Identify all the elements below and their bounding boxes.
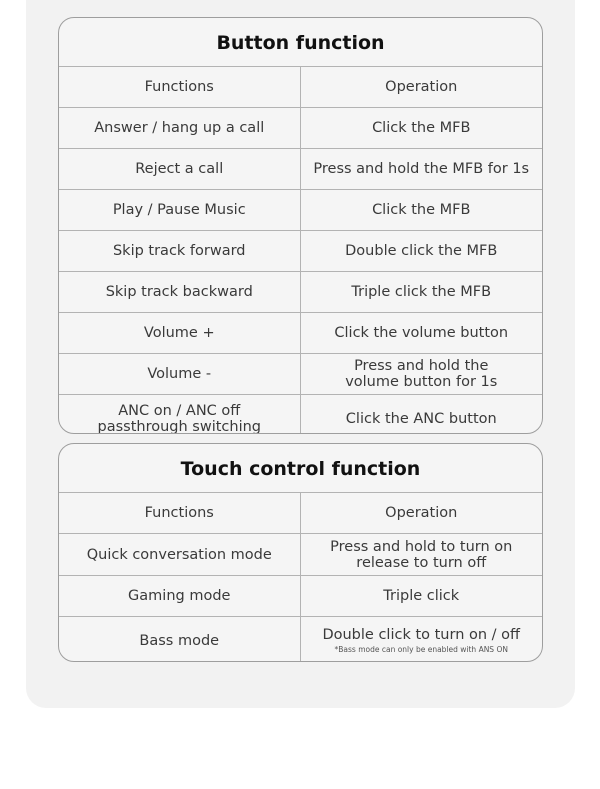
table-row (59, 272, 542, 313)
table-header-row (59, 67, 542, 108)
function-cell: Bass mode (59, 617, 301, 662)
table-row (59, 534, 542, 576)
function-cell: Volume + (59, 313, 301, 353)
bass-mode-note: *Bass mode can only be enabled with ANS ON (334, 645, 508, 654)
table-header-row (59, 493, 542, 534)
operation-cell: Click the ANC button (345, 411, 497, 427)
operation-cell: Triple click (383, 588, 460, 604)
function-cell: Skip track backward (59, 272, 301, 312)
operation-cell: Press and hold the MFB for 1s (313, 161, 530, 177)
table-row (59, 231, 542, 272)
table-row (59, 149, 542, 190)
table-row (59, 395, 542, 434)
table-row (59, 190, 542, 231)
operation-cell: Triple click the MFB (351, 284, 492, 300)
function-cell: Reject a call (59, 149, 301, 189)
function-cell: Gaming mode (59, 576, 301, 616)
touch-control-card (58, 443, 543, 662)
operation-header: Operation (385, 505, 458, 521)
function-cell: Volume - (59, 354, 301, 394)
functions-header: Functions (59, 493, 301, 533)
operation-cell: Double click the MFB (345, 243, 498, 259)
function-cell: Skip track forward (59, 231, 301, 271)
table-row (59, 617, 542, 662)
operation-cell: Click the volume button (334, 325, 509, 341)
operation-cell: Click the MFB (372, 202, 471, 218)
operation-cell: Press and hold to turn on release to turn off (330, 538, 513, 571)
function-cell: Quick conversation mode (59, 534, 301, 575)
table-row (59, 313, 542, 354)
table-row (59, 354, 542, 395)
button-function-card (58, 17, 543, 434)
operation-header: Operation (385, 79, 458, 95)
touch-control-title: Touch control function (59, 444, 542, 493)
table-row (59, 576, 542, 617)
button-function-title: Button function (59, 18, 542, 67)
function-cell: Play / Pause Music (59, 190, 301, 230)
function-cell: ANC on / ANC off passthrough switching (59, 395, 301, 434)
operation-cell: Double click to turn on / off *Bass mode can only be enabled with ANS ON (322, 627, 521, 654)
operation-cell: Click the MFB (372, 120, 471, 136)
table-row (59, 108, 542, 149)
operation-cell: Press and hold the volume button for 1s (345, 358, 498, 390)
function-cell: Answer / hang up a call (59, 108, 301, 148)
functions-header: Functions (59, 67, 301, 107)
